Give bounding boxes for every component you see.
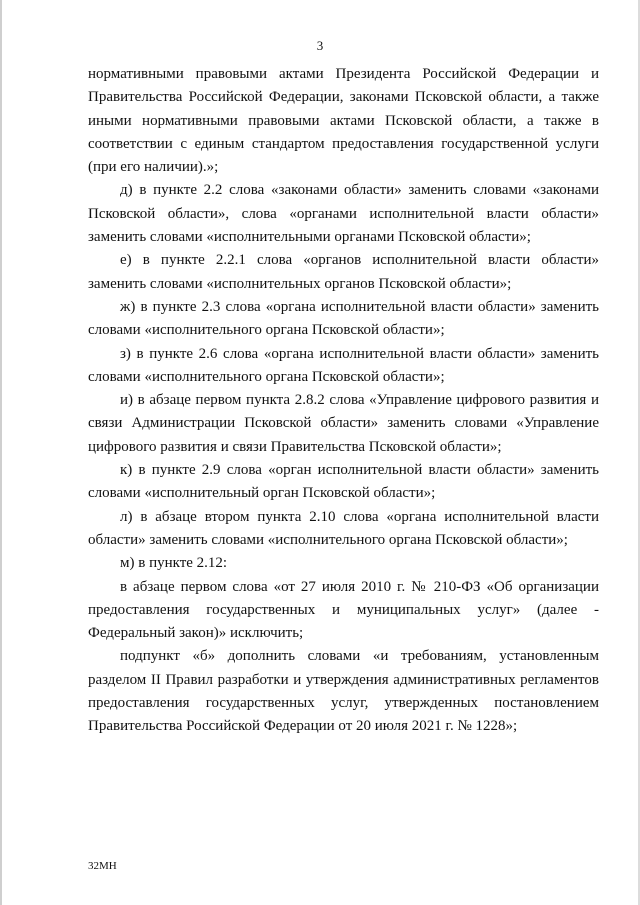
page-number: 3 xyxy=(316,38,324,53)
paragraph-m-first-abzats: в абзаце первом слова «от 27 июля 2010 г. № 210-ФЗ «Об организации предоставления государственных и муниципальных услуг» (далее - Федеральный закон)» исключить; xyxy=(88,578,599,642)
document-body xyxy=(88,63,599,739)
paragraph-item-m: м) в пункте 2.12: xyxy=(120,555,228,572)
paragraph-item-k: к) в пункте 2.9 слова «орган исполнительной власти области» заменить словами «исполнительный орган Псковской области»; xyxy=(88,462,599,502)
paragraph-item-l: л) в абзаце втором пункта 2.10 слова «органа исполнительной власти области» заменить словами «исполнительного органа Псковской области»; xyxy=(88,508,599,548)
paragraph-item-d: д) в пункте 2.2 слова «законами области» заменить словами «законами Псковской области», слова «органами исполнительной власти области» заменить словами «исполнительными органами Псковской области»; xyxy=(88,182,599,246)
paragraph-item-zh: ж) в пункте 2.3 слова «органа исполнительной власти области» заменить словами «исполнительного органа Псковской области»; xyxy=(88,298,599,339)
paragraph-continuation: нормативными правовыми актами Президента Российской Федерации и Правительства Российской Федерации, законами Псковской области, а также иными нормативными правовыми актами Псковской области, а также в соответствии с единым стандартом предоставления государственной услуги (при его наличии).»; xyxy=(88,66,599,176)
paragraph-item-i: и) в абзаце первом пункта 2.8.2 слова «Управление цифрового развития и связи Администрации Псковской области» заменить словами «Управление цифрового развития и связи Правительства Псковской области»; xyxy=(88,392,599,455)
paragraph-m-subpoint-b: подпункт «б» дополнить словами «и требованиям, установленным разделом II Правил разработки и утверждения административных регламентов предоставления государственных услуг, утвержденных постановлением Правительства Российской Федерации от 20 июля 2021 г. № 1228»; xyxy=(88,648,599,735)
paragraph-item-z: з) в пункте 2.6 слова «органа исполнительной власти области» заменить словами «исполнительного органа Псковской области»; xyxy=(88,345,599,385)
footer-document-code: 32МН xyxy=(88,860,117,872)
scan-edge-left xyxy=(0,0,2,905)
paragraph-item-e: е) в пункте 2.2.1 слова «органов исполнительной власти области» заменить словами «исполнительных органов Псковской области»; xyxy=(88,252,599,292)
